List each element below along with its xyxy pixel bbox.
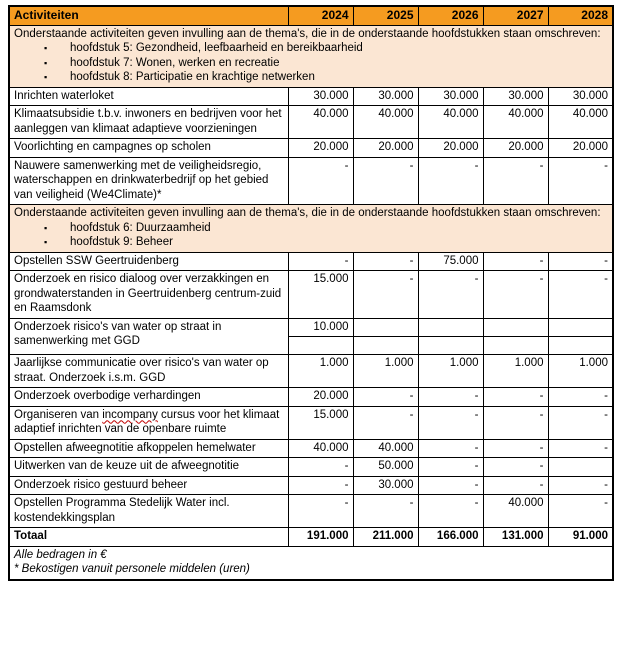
- total-amount-2024: 191.000: [288, 528, 353, 547]
- table-row: [9, 87, 613, 106]
- total-amount-2026: 166.000: [418, 528, 483, 547]
- amount-cell: 20.000: [288, 388, 353, 407]
- amount-cell: [418, 337, 483, 355]
- amount-cell: -: [288, 252, 353, 271]
- footer-note-currency: Alle bedragen in €: [14, 548, 107, 561]
- table-row: [9, 458, 613, 477]
- table-row: [9, 476, 613, 495]
- amount-cell: 30.000: [353, 476, 418, 495]
- table-row: [9, 139, 613, 158]
- table-row: [9, 106, 613, 139]
- amount-cell: 15.000: [288, 406, 353, 439]
- amount-cell: 30.000: [483, 87, 548, 106]
- amount-cell: 40.000: [288, 439, 353, 458]
- amount-cell: -: [418, 271, 483, 319]
- table-header-row: [9, 6, 613, 25]
- total-row: [9, 528, 613, 547]
- table-row: [9, 388, 613, 407]
- amount-cell: 20.000: [353, 139, 418, 158]
- activity-label: Onderzoek overbodige verhardingen: [9, 388, 288, 407]
- amount-cell: 1.000: [418, 355, 483, 388]
- amount-cell: [483, 318, 548, 337]
- activity-label: Opstellen SSW Geertruidenberg: [9, 252, 288, 271]
- table-row: [9, 157, 613, 205]
- activity-label: Onderzoek risico's van water op straat in samenwerking met GGD: [9, 318, 288, 355]
- amount-cell: -: [288, 157, 353, 205]
- amount-cell: -: [418, 157, 483, 205]
- amount-cell: -: [483, 406, 548, 439]
- amount-cell: 50.000: [353, 458, 418, 477]
- footer-note-asterisk: * Bekostigen vanuit personele middelen (uren): [14, 563, 250, 575]
- table-row: [9, 355, 613, 388]
- footer-notes-row: [9, 546, 613, 580]
- column-header-year-2025: 2025: [353, 6, 418, 25]
- amount-cell: -: [288, 458, 353, 477]
- section-1-bullet-hoofdstuk-5: hoofdstuk 5: Gezondheid, leefbaarheid en bereikbaarheid: [70, 42, 363, 54]
- amount-cell: [418, 318, 483, 337]
- amount-cell: -: [418, 458, 483, 477]
- amount-cell: -: [418, 388, 483, 407]
- amount-cell: -: [288, 476, 353, 495]
- amount-cell: 10.000: [288, 318, 353, 337]
- section-2-bullet-item: [14, 221, 608, 236]
- bullet-square-icon: [44, 41, 70, 56]
- column-header-year-2027: 2027: [483, 6, 548, 25]
- column-header-year-2026: 2026: [418, 6, 483, 25]
- amount-cell: 15.000: [288, 271, 353, 319]
- amount-cell: -: [418, 406, 483, 439]
- section-row-themes-1: [9, 25, 613, 87]
- section-1-bullet-item: [14, 70, 608, 85]
- amount-cell: 20.000: [483, 139, 548, 158]
- amount-cell: 40.000: [548, 106, 613, 139]
- amount-cell: 20.000: [418, 139, 483, 158]
- total-label: Totaal: [9, 528, 288, 547]
- amount-cell: 40.000: [353, 439, 418, 458]
- amount-cell: 20.000: [548, 139, 613, 158]
- amount-cell: [353, 337, 418, 355]
- activity-label: Onderzoek en risico dialoog over verzakkingen en grondwaterstanden in Geertruidenberg centrum-zuid en Raamsdonk: [9, 271, 288, 319]
- amount-cell: -: [483, 271, 548, 319]
- amount-cell: -: [353, 271, 418, 319]
- amount-cell: 30.000: [418, 87, 483, 106]
- amount-cell: 30.000: [353, 87, 418, 106]
- table-row: [9, 252, 613, 271]
- table-row-split: [9, 318, 613, 337]
- amount-cell: [548, 318, 613, 337]
- bullet-square-icon: [44, 70, 70, 85]
- activity-label: Voorlichting en campagnes op scholen: [9, 139, 288, 158]
- amount-cell: -: [548, 271, 613, 319]
- activity-label: Onderzoek risico gestuurd beheer: [9, 476, 288, 495]
- amount-cell: -: [483, 157, 548, 205]
- section-1-bullet-item: [14, 56, 608, 71]
- amount-cell: [548, 337, 613, 355]
- bullet-square-icon: [44, 56, 70, 71]
- amount-cell: 40.000: [353, 106, 418, 139]
- amount-cell: -: [353, 252, 418, 271]
- section-row-themes-2: [9, 205, 613, 253]
- amount-cell: -: [353, 388, 418, 407]
- amount-cell: -: [418, 439, 483, 458]
- amount-cell: -: [353, 406, 418, 439]
- amount-cell: 1.000: [548, 355, 613, 388]
- activity-label: Opstellen afweegnotitie afkoppelen hemelwater: [9, 439, 288, 458]
- section-1-bullet-hoofdstuk-7: hoofdstuk 7: Wonen, werken en recreatie: [70, 56, 280, 69]
- column-header-year-2024: 2024: [288, 6, 353, 25]
- section-2-bullet-item: [14, 235, 608, 250]
- activity-label: Nauwere samenwerking met de veiligheidsregio, waterschappen en drinkwaterbedrijf op het gebied van veiligheid (We4Climate)*: [9, 157, 288, 205]
- amount-cell: -: [483, 476, 548, 495]
- section-1-bullet-item: [14, 41, 608, 56]
- section-2-bullet-hoofdstuk-6: hoofdstuk 6: Duurzaamheid: [70, 221, 211, 234]
- amount-cell: -: [548, 388, 613, 407]
- column-header-activiteiten: Activiteiten: [9, 6, 288, 25]
- amount-cell: -: [353, 495, 418, 528]
- table-row: [9, 406, 613, 439]
- section-1-bullet-hoofdstuk-8: hoofdstuk 8: Participatie en krachtige netwerken: [70, 71, 315, 83]
- amount-cell: -: [548, 252, 613, 271]
- amount-cell: 1.000: [483, 355, 548, 388]
- section-2-bullet-hoofdstuk-9: hoofdstuk 9: Beheer: [70, 236, 173, 248]
- total-amount-2028: 91.000: [548, 528, 613, 547]
- amount-cell: 30.000: [548, 87, 613, 106]
- label-text: Organiseren van: [14, 408, 103, 421]
- section-1-intro: Onderstaande activiteiten geven invulling aan de thema's, die in de onderstaande hoofdstukken staan omschreven:: [14, 27, 601, 40]
- misspelled-word: incompany: [102, 408, 158, 421]
- activity-label: Jaarlijkse communicatie over risico's van water op straat. Onderzoek i.s.m. GGD: [9, 355, 288, 388]
- amount-cell: -: [548, 439, 613, 458]
- amount-cell: -: [418, 495, 483, 528]
- amount-cell: -: [548, 406, 613, 439]
- activity-label: Uitwerken van de keuze uit de afweegnotitie: [9, 458, 288, 477]
- amount-cell: -: [483, 252, 548, 271]
- amount-cell: 1.000: [353, 355, 418, 388]
- total-amount-2025: 211.000: [353, 528, 418, 547]
- amount-cell: -: [288, 495, 353, 528]
- amount-cell: [353, 318, 418, 337]
- amount-cell: -: [548, 157, 613, 205]
- activity-label: Klimaatsubsidie t.b.v. inwoners en bedrijven voor het aanleggen van klimaat adaptieve voorzieningen: [9, 106, 288, 139]
- amount-cell: 20.000: [288, 139, 353, 158]
- total-amount-2027: 131.000: [483, 528, 548, 547]
- activity-label: [9, 406, 288, 439]
- amount-cell: 40.000: [288, 106, 353, 139]
- table-row: [9, 439, 613, 458]
- amount-cell: [483, 337, 548, 355]
- amount-cell: 40.000: [483, 495, 548, 528]
- amount-cell: -: [418, 476, 483, 495]
- section-2-intro: Onderstaande activiteiten geven invulling aan de thema's, die in de onderstaande hoofdstukken staan omschreven:: [14, 207, 601, 219]
- bullet-square-icon: [44, 235, 70, 250]
- amount-cell: -: [353, 157, 418, 205]
- table-row: [9, 271, 613, 319]
- amount-cell: -: [483, 439, 548, 458]
- amount-cell: -: [483, 458, 548, 477]
- activities-budget-table: [8, 5, 614, 581]
- activity-label: Inrichten waterloket: [9, 87, 288, 106]
- table-row: [9, 495, 613, 528]
- amount-cell: [548, 458, 613, 477]
- amount-cell: 40.000: [483, 106, 548, 139]
- bullet-square-icon: [44, 221, 70, 236]
- amount-cell: 75.000: [418, 252, 483, 271]
- amount-cell: 1.000: [288, 355, 353, 388]
- amount-cell: [288, 337, 353, 355]
- column-header-year-2028: 2028: [548, 6, 613, 25]
- amount-cell: -: [548, 495, 613, 528]
- label-text: cursus voor het klimaat adaptief inrichten van de openbare ruimte: [14, 408, 280, 435]
- amount-cell: -: [548, 476, 613, 495]
- amount-cell: 40.000: [418, 106, 483, 139]
- activity-label: Opstellen Programma Stedelijk Water incl. kostendekkingsplan: [9, 495, 288, 528]
- amount-cell: -: [483, 388, 548, 407]
- amount-cell: 30.000: [288, 87, 353, 106]
